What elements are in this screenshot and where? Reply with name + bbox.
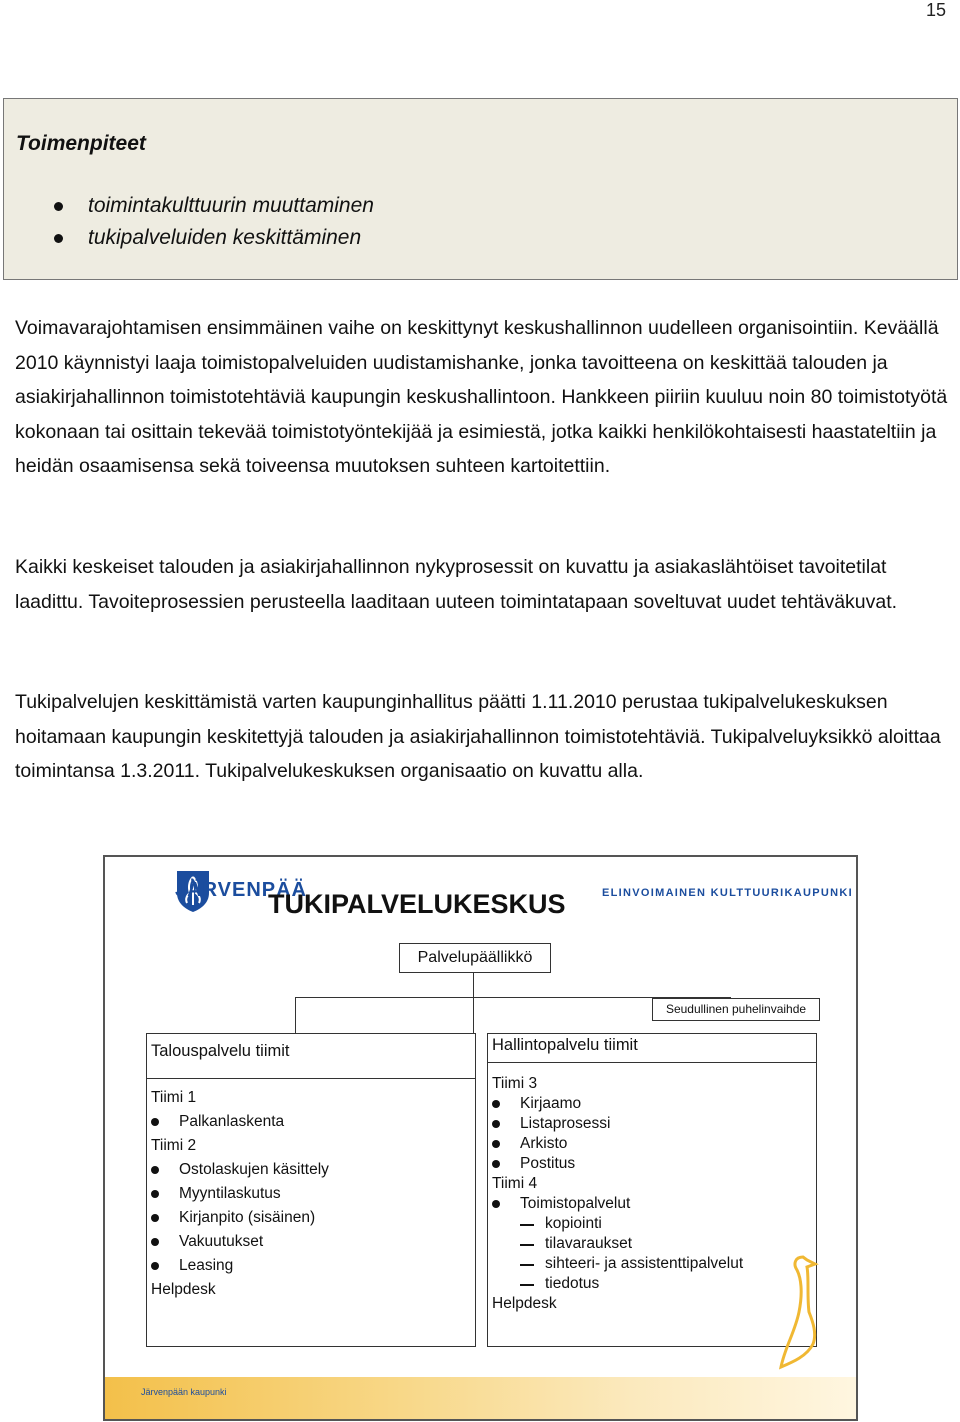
task-label: Postitus: [520, 1155, 576, 1172]
bullet-icon: [54, 234, 63, 243]
footer-strip: [105, 1377, 856, 1419]
paragraph-reorganization: Voimavarajohtamisen ensimmäinen vaihe on keskittynyt keskushallinnon uudelleen organisointiin. Keväällä 2010 käynnistyi laaja toimistopalveluiden uudistamishanke, jonka tavoitteena on keskittää talouden ja asiakirjahallinnon toimistotehtäviä kaupungin keskushallintoon. Hankkeen piiriin kuuluu noin 80 toimistotyötä kokonaan tai osittain tekevää toimistotyöntekijää ja esimiestä, jotka kaikki henkilökohtaisesti haastateltiin ja heidän osaamisensa sekä toiveensa muutoksen suhteen kartoitettiin.: [15, 317, 948, 477]
team-header: Helpdesk: [492, 1295, 557, 1312]
connector-line: [473, 973, 474, 997]
bullet-icon: [492, 1200, 500, 1208]
slogan: ELINVOIMAINEN KULTTUURIKAUPUNKI: [602, 887, 853, 899]
finance-teams-list: [151, 1086, 329, 1302]
bullet-icon: [492, 1100, 500, 1108]
task-label: Myyntilaskutus: [179, 1185, 281, 1202]
list-item: [492, 1074, 743, 1094]
bullet-icon: [54, 202, 63, 211]
list-item: [151, 1086, 329, 1110]
team-header: Helpdesk: [151, 1281, 216, 1298]
task-label: Kirjaamo: [520, 1095, 582, 1112]
task-label: Toimistopalvelut: [520, 1195, 631, 1212]
bullet-icon: [151, 1238, 159, 1246]
bullet-icon: [492, 1160, 500, 1168]
subtask-label: sihteeri- ja assistenttipalvelut: [545, 1255, 744, 1272]
list-item: [151, 1182, 329, 1206]
actions-item-text: tukipalveluiden keskittäminen: [88, 226, 362, 249]
list-item: [492, 1174, 743, 1194]
bullet-icon: [492, 1140, 500, 1148]
connector-line: [473, 997, 474, 1033]
list-item: [151, 1230, 329, 1254]
actions-item-text: toimintakulttuurin muuttaminen: [88, 194, 374, 217]
org-title: TUKIPALVELUKESKUS: [268, 889, 566, 919]
finance-teams-box: [146, 1033, 476, 1347]
task-label: Ostolaskujen käsittely: [179, 1161, 329, 1178]
actions-box: [3, 98, 958, 280]
list-item: [151, 1206, 329, 1230]
list-item: [492, 1254, 743, 1274]
org-chart: [103, 855, 858, 1421]
connector-line: [295, 997, 296, 1033]
list-item: [151, 1254, 329, 1278]
list-item: [151, 1134, 329, 1158]
actions-list-item: [52, 222, 374, 254]
dash-icon: [520, 1284, 534, 1286]
admin-teams-box: [487, 1033, 817, 1347]
page-number: 15: [925, 0, 946, 20]
subtask-label: tiedotus: [545, 1275, 600, 1292]
list-item: [492, 1274, 743, 1294]
task-label: Arkisto: [520, 1135, 568, 1152]
phone-exchange-box: Seudullinen puhelinvaihde: [652, 998, 820, 1021]
actions-list: [52, 190, 374, 254]
team-header: Tiimi 1: [151, 1089, 197, 1106]
dash-icon: [520, 1244, 534, 1246]
list-item: [492, 1094, 743, 1114]
list-item: [492, 1134, 743, 1154]
subtask-label: kopiointi: [545, 1215, 602, 1232]
swan-icon: [773, 1252, 823, 1382]
list-item: [492, 1114, 743, 1134]
bullet-icon: [151, 1118, 159, 1126]
actions-title: Toimenpiteet: [16, 132, 146, 155]
bullet-icon: [151, 1262, 159, 1270]
list-item: [492, 1294, 743, 1314]
bullet-icon: [492, 1120, 500, 1128]
dash-icon: [520, 1264, 534, 1266]
admin-teams-title: Hallintopalvelu tiimit: [492, 1036, 638, 1054]
team-header: Tiimi 4: [492, 1175, 538, 1192]
list-item: [151, 1158, 329, 1182]
list-item: [492, 1234, 743, 1254]
list-item: [492, 1194, 743, 1214]
bullet-icon: [151, 1190, 159, 1198]
team-header: Tiimi 2: [151, 1137, 197, 1154]
bullet-icon: [151, 1166, 159, 1174]
divider: [488, 1062, 816, 1063]
dash-icon: [520, 1224, 534, 1226]
bullet-icon: [151, 1214, 159, 1222]
list-item: [151, 1278, 329, 1302]
task-label: Palkanlaskenta: [179, 1113, 285, 1130]
team-header: Tiimi 3: [492, 1075, 538, 1092]
task-label: Listaprosessi: [520, 1115, 611, 1132]
manager-box: Palvelupäällikkö: [399, 943, 551, 973]
admin-teams-list: [492, 1074, 743, 1314]
subtask-label: tilavaraukset: [545, 1235, 633, 1252]
task-label: Kirjanpito (sisäinen): [179, 1209, 316, 1226]
task-label: Leasing: [179, 1257, 234, 1274]
task-label: Vakuutukset: [179, 1233, 264, 1250]
paragraph-processes: Kaikki keskeiset talouden ja asiakirjahallinnon nykyprosessit on kuvattu ja asiakaslähtöiset tavoitetilat laadittu. Tavoiteprosessien perusteella laaditaan uuteen toimintatapaan soveltuvat uudet tehtäväkuvat.: [15, 556, 898, 613]
paragraph-service-center: Tukipalvelujen keskittämistä varten kaupunginhallitus päätti 1.11.2010 perustaa tukipalvelukeskuksen hoitamaan kaupungin keskitettyjä talouden ja asiakirjahallinnon toimistotehtäviä. Tukipalveluyksikkö aloittaa toimintansa 1.3.2011. Tukipalvelukeskuksen organisaatio on kuvattu alla.: [15, 691, 941, 782]
logo-text: JÄRVENPÄÄ: [175, 879, 307, 901]
list-item: [151, 1110, 329, 1134]
footer-text: Järvenpään kaupunki: [141, 1387, 227, 1397]
actions-list-item: [52, 190, 374, 222]
list-item: [492, 1154, 743, 1174]
list-item: [492, 1214, 743, 1234]
finance-teams-title: Talouspalvelu tiimit: [151, 1042, 290, 1060]
divider: [147, 1078, 475, 1079]
